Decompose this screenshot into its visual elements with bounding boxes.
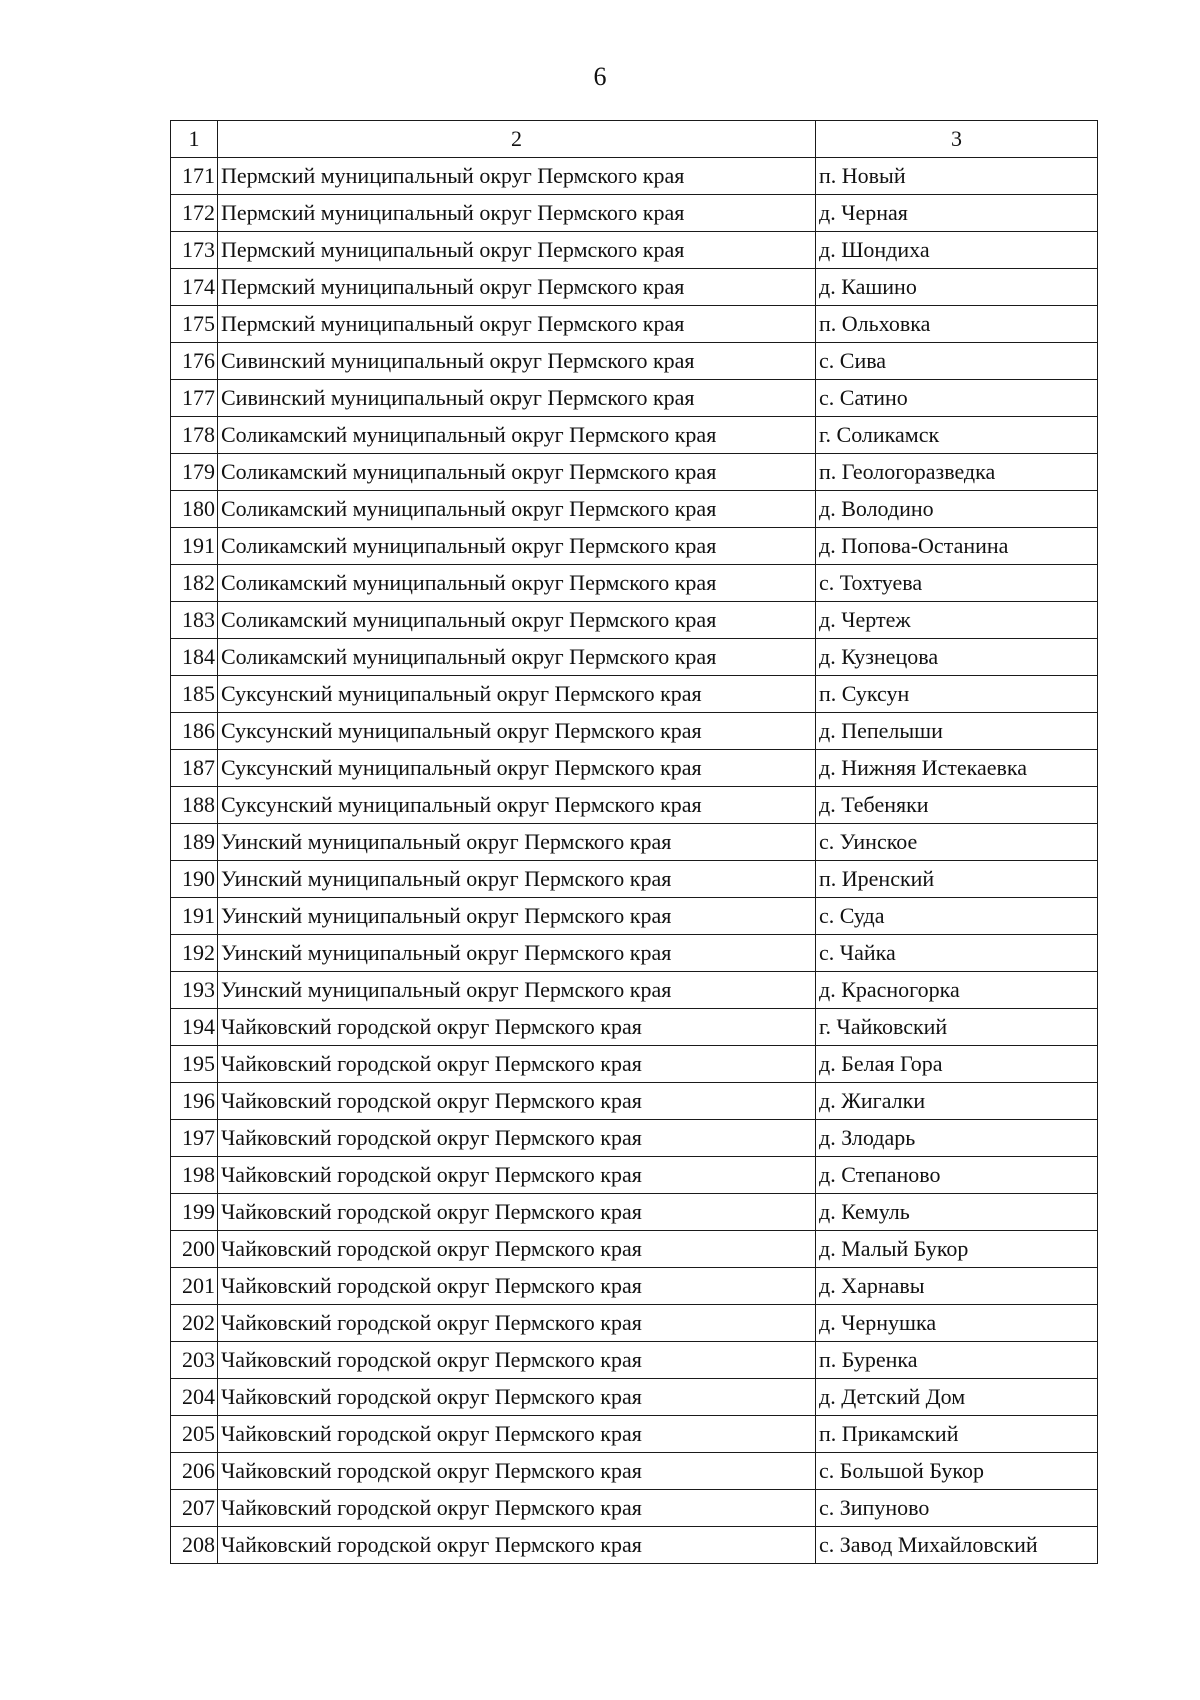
table-row (171, 232, 1098, 269)
table-row (171, 1157, 1098, 1194)
table-row (171, 1342, 1098, 1379)
settlement-cell: д. Кемуль (816, 1194, 1098, 1231)
table-row (171, 1231, 1098, 1268)
municipality-cell: Чайковский городской округ Пермского края (218, 1194, 816, 1231)
row-number: 179 (171, 454, 218, 491)
municipality-cell: Чайковский городской округ Пермского края (218, 1342, 816, 1379)
table-row (171, 528, 1098, 565)
settlement-cell: д. Злодарь (816, 1120, 1098, 1157)
table-row (171, 602, 1098, 639)
settlement-cell: с. Чайка (816, 935, 1098, 972)
column-header-municipality: 2 (218, 121, 816, 158)
column-header-settlement: 3 (816, 121, 1098, 158)
row-number: 195 (171, 1046, 218, 1083)
table-row (171, 1046, 1098, 1083)
municipality-cell: Пермский муниципальный округ Пермского края (218, 306, 816, 343)
row-number: 207 (171, 1490, 218, 1527)
table-row (171, 306, 1098, 343)
row-number: 180 (171, 491, 218, 528)
table-row (171, 824, 1098, 861)
settlement-cell: д. Попова-Останина (816, 528, 1098, 565)
settlement-cell: д. Харнавы (816, 1268, 1098, 1305)
table-row (171, 1527, 1098, 1564)
row-number: 190 (171, 861, 218, 898)
municipality-cell: Чайковский городской округ Пермского края (218, 1268, 816, 1305)
municipality-cell: Чайковский городской округ Пермского края (218, 1490, 816, 1527)
table-row (171, 898, 1098, 935)
row-number: 172 (171, 195, 218, 232)
settlement-cell: д. Степаново (816, 1157, 1098, 1194)
settlement-cell: п. Иренский (816, 861, 1098, 898)
settlement-cell: д. Чертеж (816, 602, 1098, 639)
row-number: 198 (171, 1157, 218, 1194)
settlement-cell: п. Ольховка (816, 306, 1098, 343)
settlement-cell: п. Прикамский (816, 1416, 1098, 1453)
table-row (171, 417, 1098, 454)
municipality-cell: Чайковский городской округ Пермского края (218, 1527, 816, 1564)
row-number: 197 (171, 1120, 218, 1157)
row-number: 173 (171, 232, 218, 269)
row-number: 184 (171, 639, 218, 676)
table-row (171, 1453, 1098, 1490)
table-row (171, 676, 1098, 713)
municipality-cell: Чайковский городской округ Пермского края (218, 1416, 816, 1453)
settlement-cell: д. Тебеняки (816, 787, 1098, 824)
municipality-cell: Уинский муниципальный округ Пермского края (218, 935, 816, 972)
settlement-cell: д. Детский Дом (816, 1379, 1098, 1416)
settlement-cell: д. Белая Гора (816, 1046, 1098, 1083)
municipality-cell: Соликамский муниципальный округ Пермского края (218, 454, 816, 491)
settlement-cell: п. Геологоразведка (816, 454, 1098, 491)
settlement-cell: с. Тохтуева (816, 565, 1098, 602)
settlement-cell: д. Чернушка (816, 1305, 1098, 1342)
settlement-cell: д. Жигалки (816, 1083, 1098, 1120)
row-number: 174 (171, 269, 218, 306)
table-row (171, 1416, 1098, 1453)
settlement-cell: с. Уинское (816, 824, 1098, 861)
settlement-cell: д. Кашино (816, 269, 1098, 306)
row-number: 194 (171, 1009, 218, 1046)
municipality-cell: Чайковский городской округ Пермского края (218, 1453, 816, 1490)
settlement-cell: д. Красногорка (816, 972, 1098, 1009)
municipality-cell: Уинский муниципальный округ Пермского края (218, 824, 816, 861)
row-number: 208 (171, 1527, 218, 1564)
row-number: 206 (171, 1453, 218, 1490)
settlement-cell: с. Большой Букор (816, 1453, 1098, 1490)
settlement-cell: д. Шондиха (816, 232, 1098, 269)
municipality-cell: Пермский муниципальный округ Пермского края (218, 195, 816, 232)
municipality-cell: Чайковский городской округ Пермского края (218, 1231, 816, 1268)
municipality-cell: Чайковский городской округ Пермского края (218, 1083, 816, 1120)
settlement-cell: д. Нижняя Истекаевка (816, 750, 1098, 787)
municipality-cell: Чайковский городской округ Пермского края (218, 1379, 816, 1416)
municipality-cell: Чайковский городской округ Пермского края (218, 1120, 816, 1157)
row-number: 192 (171, 935, 218, 972)
settlement-cell: с. Зипуново (816, 1490, 1098, 1527)
row-number: 191 (171, 898, 218, 935)
municipality-cell: Уинский муниципальный округ Пермского края (218, 898, 816, 935)
row-number: 187 (171, 750, 218, 787)
table-body (171, 121, 1098, 1564)
settlement-cell: с. Суда (816, 898, 1098, 935)
settlement-cell: д. Кузнецова (816, 639, 1098, 676)
row-number: 188 (171, 787, 218, 824)
municipality-cell: Соликамский муниципальный округ Пермского края (218, 528, 816, 565)
settlement-cell: п. Новый (816, 158, 1098, 195)
row-number: 196 (171, 1083, 218, 1120)
municipality-cell: Сивинский муниципальный округ Пермского края (218, 380, 816, 417)
row-number: 189 (171, 824, 218, 861)
settlement-cell: с. Сатино (816, 380, 1098, 417)
settlement-cell: д. Володино (816, 491, 1098, 528)
table-row (171, 454, 1098, 491)
table-row (171, 787, 1098, 824)
municipality-cell: Пермский муниципальный округ Пермского края (218, 232, 816, 269)
table-row (171, 1490, 1098, 1527)
row-number: 199 (171, 1194, 218, 1231)
table-row (171, 1120, 1098, 1157)
table-row (171, 158, 1098, 195)
municipality-cell: Чайковский городской округ Пермского края (218, 1046, 816, 1083)
municipality-cell: Суксунский муниципальный округ Пермского края (218, 750, 816, 787)
municipality-cell: Соликамский муниципальный округ Пермского края (218, 639, 816, 676)
row-number: 201 (171, 1268, 218, 1305)
municipality-cell: Соликамский муниципальный округ Пермского края (218, 417, 816, 454)
table-row (171, 565, 1098, 602)
table-row (171, 639, 1098, 676)
table-row (171, 1194, 1098, 1231)
row-number: 177 (171, 380, 218, 417)
table-row (171, 343, 1098, 380)
settlement-cell: с. Сива (816, 343, 1098, 380)
table-row (171, 713, 1098, 750)
table-row (171, 380, 1098, 417)
municipality-cell: Уинский муниципальный округ Пермского края (218, 861, 816, 898)
row-number: 200 (171, 1231, 218, 1268)
municipality-cell: Сивинский муниципальный округ Пермского края (218, 343, 816, 380)
row-number: 205 (171, 1416, 218, 1453)
table-row (171, 1009, 1098, 1046)
settlements-table (170, 120, 1098, 1564)
row-number: 186 (171, 713, 218, 750)
row-number: 183 (171, 602, 218, 639)
settlement-cell: д. Черная (816, 195, 1098, 232)
municipality-cell: Пермский муниципальный округ Пермского края (218, 269, 816, 306)
table-row (171, 750, 1098, 787)
settlement-cell: п. Суксун (816, 676, 1098, 713)
table-row (171, 491, 1098, 528)
row-number: 193 (171, 972, 218, 1009)
row-number: 191 (171, 528, 218, 565)
settlement-cell: г. Соликамск (816, 417, 1098, 454)
settlement-cell: п. Буренка (816, 1342, 1098, 1379)
municipality-cell: Пермский муниципальный округ Пермского края (218, 158, 816, 195)
table-row (171, 269, 1098, 306)
row-number: 204 (171, 1379, 218, 1416)
row-number: 203 (171, 1342, 218, 1379)
municipality-cell: Суксунский муниципальный округ Пермского края (218, 787, 816, 824)
municipality-cell: Суксунский муниципальный округ Пермского края (218, 676, 816, 713)
row-number: 185 (171, 676, 218, 713)
page-number: 6 (593, 62, 607, 91)
row-number: 171 (171, 158, 218, 195)
row-number: 202 (171, 1305, 218, 1342)
municipality-cell: Чайковский городской округ Пермского края (218, 1305, 816, 1342)
table-header-row (171, 121, 1098, 158)
table-row (171, 1379, 1098, 1416)
settlement-cell: г. Чайковский (816, 1009, 1098, 1046)
table-row (171, 935, 1098, 972)
municipality-cell: Соликамский муниципальный округ Пермского края (218, 565, 816, 602)
municipality-cell: Чайковский городской округ Пермского края (218, 1009, 816, 1046)
settlement-cell: с. Завод Михайловский (816, 1527, 1098, 1564)
table-row (171, 861, 1098, 898)
municipality-cell: Соликамский муниципальный округ Пермского края (218, 491, 816, 528)
table-row (171, 1083, 1098, 1120)
municipality-cell: Уинский муниципальный округ Пермского края (218, 972, 816, 1009)
settlement-cell: д. Малый Букор (816, 1231, 1098, 1268)
municipality-cell: Чайковский городской округ Пермского края (218, 1157, 816, 1194)
municipality-cell: Соликамский муниципальный округ Пермского края (218, 602, 816, 639)
row-number: 178 (171, 417, 218, 454)
table-row (171, 972, 1098, 1009)
row-number: 182 (171, 565, 218, 602)
row-number: 176 (171, 343, 218, 380)
settlement-cell: д. Пепелыши (816, 713, 1098, 750)
column-header-number: 1 (171, 121, 218, 158)
table-row (171, 195, 1098, 232)
table-row (171, 1268, 1098, 1305)
table-row (171, 1305, 1098, 1342)
row-number: 175 (171, 306, 218, 343)
municipality-cell: Суксунский муниципальный округ Пермского края (218, 713, 816, 750)
